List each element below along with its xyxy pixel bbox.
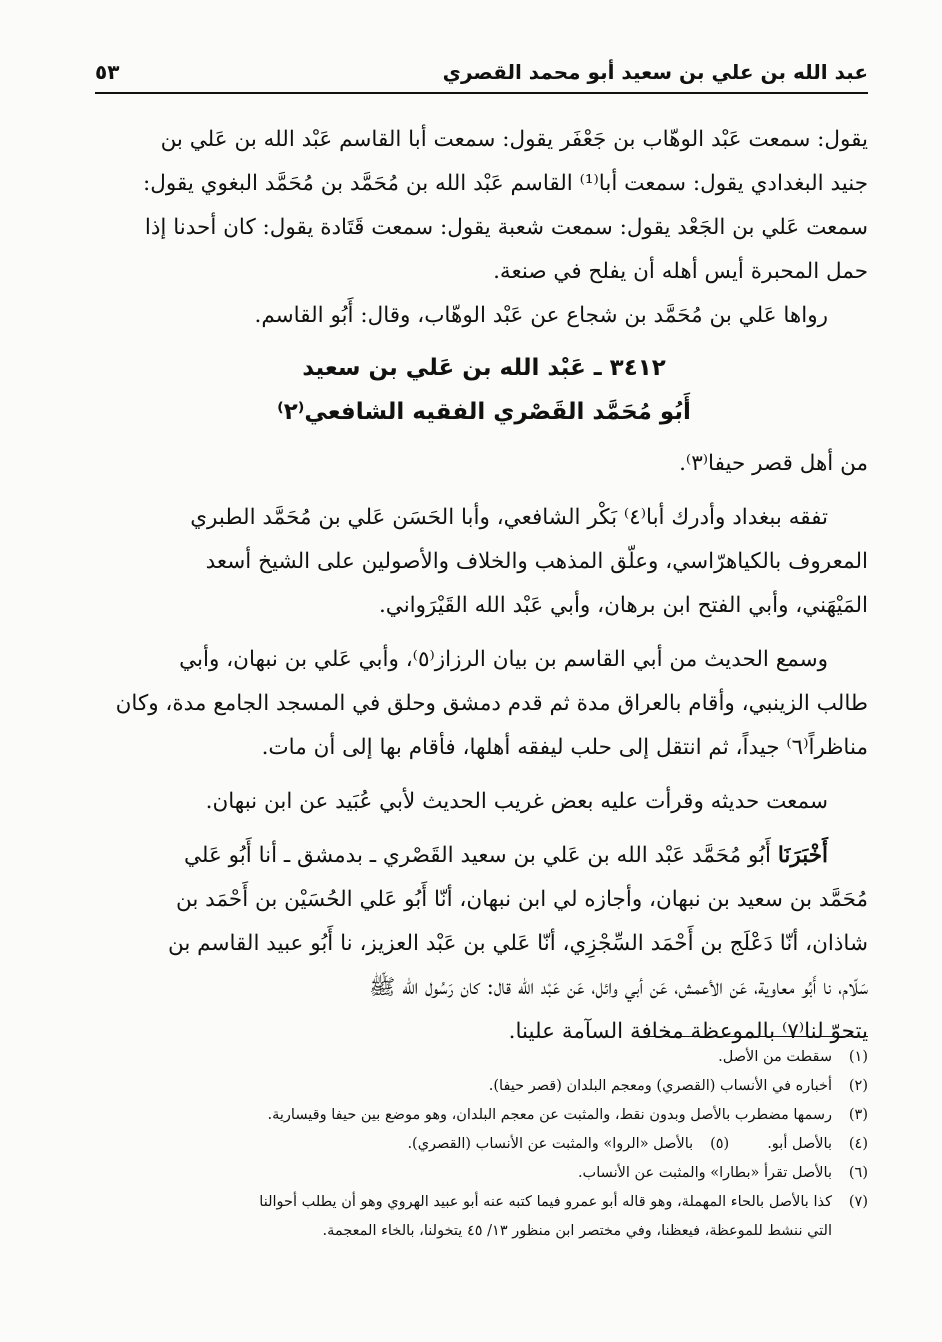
- text-line: يقول: سمعت عَبْد الوهّاب بن جَعْفَر يقول: سمعت أبا القاسم عَبْد الله بن عَلي بن: [160, 127, 868, 152]
- main-text: [100, 118, 868, 1054]
- footnote: [100, 1043, 868, 1072]
- text-line: مناظراً⁽٦⁾ جيداً، ثم انتقل إلى حلب ليفقه أهلها، فأقام بها إلى أن مات.: [261, 735, 868, 760]
- paragraph-hearing: [100, 638, 868, 770]
- header-title: عبد الله بن علي بن سعيد أبو محمد القصري: [442, 60, 868, 84]
- footnote-number: (٥): [710, 1136, 730, 1152]
- text-line: سمعت عَلي بن الجَعْد يقول: سمعت شعبة يقول: سمعت قَتَادة يقول: كان أحدنا إذا: [144, 215, 868, 240]
- footnote-pair: [100, 1130, 868, 1159]
- text-line: المَيْهَني، وأبي الفتح ابن برهان، وأبي عَبْد الله القَيْرَواني.: [378, 593, 868, 618]
- footnote: [407, 1130, 729, 1159]
- text-line: المعروف بالكياهرّاسي، وعلّق المذهب والخلاف والأصولين على الشيخ أسعد: [205, 549, 868, 574]
- text-line: يتحوّ لنا⁽٧⁾ بالموعظة مخافة السآمة علينا.: [508, 1019, 868, 1044]
- footnote: [100, 1159, 868, 1188]
- text-line: [100, 834, 868, 878]
- running-header: [95, 58, 868, 94]
- footnote-number: (١): [848, 1049, 868, 1065]
- footnote-number: (٤): [848, 1136, 868, 1152]
- footnote-text: رسمها مضطرب بالأصل وبدون نقط، والمثبت عن معجم البلدان، وهو موضع بين حيفا وقيسارية.: [267, 1107, 832, 1123]
- akhbarana-keyword: أَخْبَرَنَا: [777, 843, 828, 868]
- paragraph-isnad: [100, 834, 868, 1054]
- paragraph-origin: من أهل قصر حيفا⁽٣⁾.: [679, 451, 868, 476]
- footnote: [100, 1101, 868, 1130]
- paragraph-riwaya: رواها عَلي بن مُحَمَّد بن شجاع عن عَبْد الوهّاب، وقال: أَبُو القاسم.: [254, 303, 828, 328]
- entry-heading-line2: أَبُو مُحَمَّد القَصْري الفقيه الشافعي⁽٢⁾: [277, 399, 691, 425]
- text-line: جنيد البغدادي يقول: سمعت أبا⁽¹⁾ القاسم عَبْد الله بن مُحَمَّد بن مُحَمَّد البغوي يقول:: [142, 171, 868, 196]
- footnote: [100, 1072, 868, 1101]
- footnote-number: (٦): [848, 1165, 868, 1181]
- paragraph-study: [100, 496, 868, 628]
- text-line: شاذان، أنّا دَعْلَج بن أَحْمَد السِّجْزِي، أنّا عَلي بن عَبْد العزيز، نا أَبُو عبيد القاسم بن: [168, 931, 868, 956]
- footnote-text: بالأصل تقرأ «بطارا» والمثبت عن الأنساب.: [577, 1165, 832, 1181]
- text-line: سَلّام، نا أَبُو معاوية، عَن الأعمش، عَن أبي وائل، عَن عَبْد الله قال: كان رَسُول الله ﷺ: [369, 975, 868, 1000]
- footnote: [100, 1188, 868, 1217]
- entry-heading-line1: ٣٤١٢ ـ عَبْد الله بن عَلي بن سعيد: [302, 355, 666, 381]
- footnote-number: (٢): [848, 1078, 868, 1094]
- text-line: مُحَمَّد بن سعيد بن نبهان، وأجازه لي ابن نبهان، أنّا أَبُو عَلي الحُسَيْن بن أَحْمَد بن: [176, 887, 868, 912]
- footnote-number: (٧): [848, 1194, 868, 1210]
- text-line: طالب الزينبي، وأقام بالعراق مدة ثم قدم دمشق وحلق في المسجد الجامع مدة، وكان: [115, 691, 868, 716]
- footnote-continuation: التي ننشط للموعظة، فيعظنا، وفي مختصر ابن منظور ١٣/ ٤٥ يتخولنا، بالخاء المعجمة.: [322, 1223, 832, 1239]
- text-line: حمل المحبرة أيس أهله أن يفلح في صنعة.: [493, 259, 868, 284]
- footnote-number: (٣): [848, 1107, 868, 1123]
- footnote-divider: [648, 1036, 868, 1037]
- footnote-text: سقطت من الأصل.: [718, 1049, 832, 1065]
- text-line: وسمع الحديث من أبي القاسم بن بيان الرزاز⁽٥⁾، وأبي عَلي بن نبهان، وأبي: [179, 647, 828, 672]
- paragraph-reading: سمعت حديثه وقرأت عليه بعض غريب الحديث لأبي عُبَيد عن ابن نبهان.: [205, 789, 828, 814]
- footnote-text: أخباره في الأنساب (القصري) ومعجم البلدان (قصر حيفا).: [488, 1078, 832, 1094]
- text-line: تفقه ببغداد وأدرك أبا⁽٤⁾ بَكْر الشافعي، وأبا الحَسَن عَلي بن مُحَمَّد الطبري: [190, 505, 828, 530]
- footnote-text: بالأصل «الروا» والمثبت عن الأنساب (القصري).: [407, 1136, 694, 1152]
- paragraph-chain-narration: [100, 118, 868, 294]
- footnote-text: كذا بالأصل بالحاء المهملة، وهو قاله أبو عمرو فيما كتبه عنه أبو عبيد الهروي وهو أن يطلب أحوالنا: [259, 1194, 832, 1210]
- footnote-text: بالأصل أبو.: [767, 1136, 832, 1152]
- isnad-first-line: أَبُو مُحَمَّد عَبْد الله بن عَلي بن سعيد القَصْري ـ بدمشق ـ أنا أَبُو عَلي: [183, 843, 778, 868]
- footnotes: [100, 1043, 868, 1246]
- page-number: ٥٣: [95, 60, 120, 84]
